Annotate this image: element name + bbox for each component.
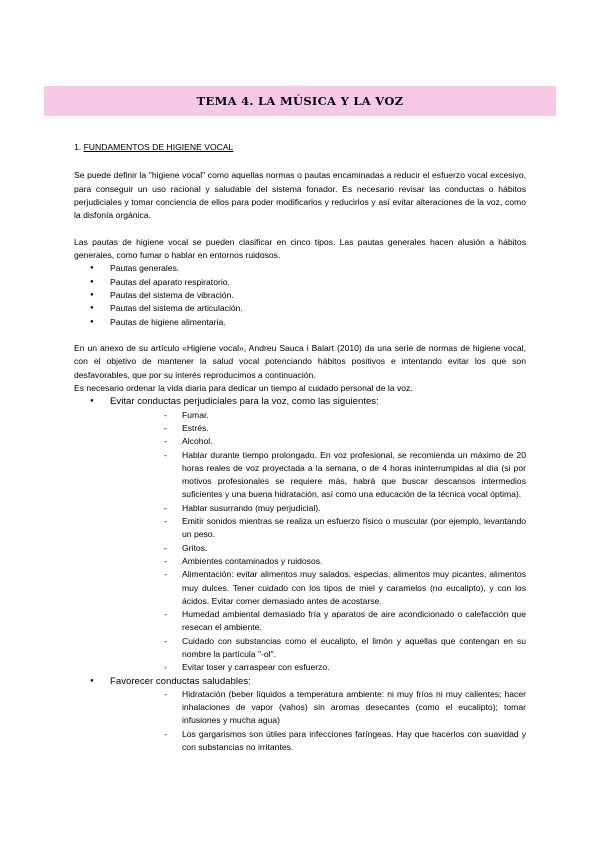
sub-list-item: - Alcohol. bbox=[110, 435, 526, 448]
sub-list-item: - Los gargarismos son útiles para infecciones faríngeas. Hay que hacerlos con suavidad y con substancias no irritantes. bbox=[110, 728, 526, 755]
document-title: TEMA 4. LA MÚSICA Y LA VOZ bbox=[196, 94, 404, 108]
paragraph-daily-life: Es necesario ordenar la vida diaria para dedicar un tiempo al cuidado personal de la voz. bbox=[74, 383, 413, 394]
recommendations-list bbox=[74, 395, 526, 754]
list-item: ● Pautas generales. bbox=[74, 262, 526, 275]
section-number: 1. bbox=[74, 142, 82, 152]
document-body bbox=[74, 141, 526, 754]
sub-list-item: - Hidratación (beber líquidos a temperatura ambiente: ni muy fríos ni muy calientes; hacer inhalaciones de vapor (vahos) sin aromas desecantes (como el eucalipto); tomar infusiones y mucha agua) bbox=[110, 688, 526, 728]
sub-list-item: - Fumar. bbox=[110, 409, 526, 422]
list-item: ● Pautas del aparato respiratorio. bbox=[74, 276, 526, 289]
list-item-avoid bbox=[74, 395, 526, 674]
sub-list-item: - Ambientes contaminados y ruidosos. bbox=[110, 555, 526, 568]
sub-list-item: - Hablar durante tiempo prolongado. En voz profesional, se recomienda un máximo de 20 horas reales de voz proyectada a la semana, o de 4 horas ininterrumpidas al día (si por motivos profesionales se requiere más, habrá que buscar descansos intermedios suficientes y una buena hidratación, así como una educación de la técnica vocal óptima). bbox=[110, 449, 526, 502]
sub-list-item: - Humedad ambiental demasiado fría y aparatos de aire acondicionado o calefacción que resecan el ambiente. bbox=[110, 608, 526, 635]
list-item: ● Pautas de higiene alimentaria. bbox=[74, 316, 526, 329]
sub-list-item: - Alimentación: evitar alimentos muy salados, especias, alimentos muy picantes, alimentos muy dulces. Tener cuidado con los tipos de miel y caramelos (no eucalipto), y con los ácidos. Evitar comer demasiado antes de acostarse. bbox=[110, 568, 526, 608]
paragraph-annex: En un anexo de su artículo «Higiene vocal», Andreu Sauca i Balart (2010) da una serie de normas de higiene vocal, con el objetivo de mantener la salud vocal potenciando hábitos positivos e intentando evitar los que son desfavorables, que por su interés reproducimos a continuación. bbox=[74, 343, 526, 380]
avoid-lead: ● Evitar conductas perjudiciales para la voz, como las siguientes: bbox=[110, 396, 379, 408]
list-item: ● Pautas del sistema de articulación. bbox=[74, 302, 526, 315]
list-item: ● Pautas del sistema de vibración. bbox=[74, 289, 526, 302]
sub-list-item: - Cuidado con substancias como el eucalipto, el limón y aquellas que contengan en su nombre la partícula "-ol". bbox=[110, 635, 526, 662]
favor-sublist bbox=[110, 688, 526, 754]
section-heading bbox=[74, 141, 526, 154]
sub-list-item: - Estrés. bbox=[110, 422, 526, 435]
title-banner bbox=[44, 86, 556, 116]
sub-list-item: - Hablar susurrando (muy perjudicial). bbox=[110, 502, 526, 515]
sub-list-item: - Gritos. bbox=[110, 542, 526, 555]
avoid-sublist bbox=[110, 409, 526, 675]
sub-list-item: - Emitir sonidos mientras se realiza un esfuerzo físico o muscular (por ejemplo, levantando un peso. bbox=[110, 515, 526, 542]
section-title: FUNDAMENTOS DE HIGIENE VOCAL bbox=[83, 142, 234, 152]
paragraph-classification: Las pautas de higiene vocal se pueden clasificar en cinco tipos. Las pautas generales hacen alusión a hábitos generales, como fumar o hablar en entornos ruidosos. bbox=[74, 236, 526, 261]
sub-list-item: - Evitar toser y carraspear con esfuerzo. bbox=[110, 661, 526, 674]
paragraph-definition: Se puede definir la "higiene vocal" como aquellas normas o pautas encaminadas a reducir el esfuerzo vocal excesivo, para conseguir un uso racional y saludable del sistema fonador. Es necesario revisar las conductas o hábitos perjudiciales y tomar conciencia de ellos para poder modificarlos y reducirlos y así evitar alteraciones de la voz, como la disfonía orgánica. bbox=[74, 170, 526, 221]
pautas-list bbox=[74, 262, 526, 328]
favor-lead: ● Favorecer conductas saludables: bbox=[110, 675, 251, 687]
list-item-favor bbox=[74, 675, 526, 755]
